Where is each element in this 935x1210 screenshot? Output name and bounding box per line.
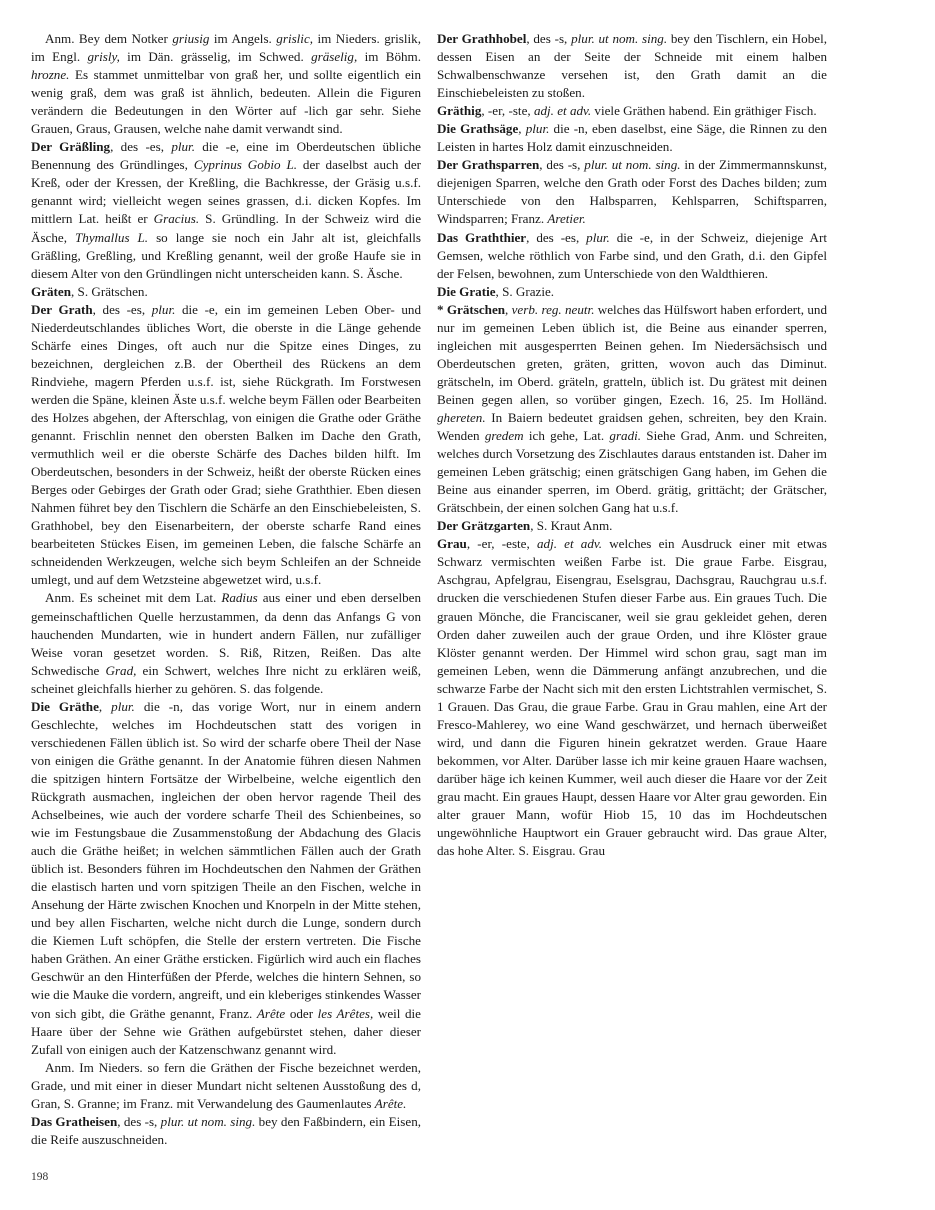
dictionary-entry xyxy=(437,229,827,283)
entry-text: im Nieders. grislik, im Engl. xyxy=(31,31,421,65)
entry-text: Es stammet unmittelbar von graß her, und sollte eigentlich ein wenig graß, dem was graß ist ähnlich, bedeuten. Allein die Figuren verändern die Bedeutungen in den Wörter auf -lich gar sehr. Siehe Grauen, Graus, Grausen, welche nahe damit verwandt sind. xyxy=(31,67,421,137)
entry-headword: Gräthig xyxy=(437,103,482,119)
entry-headword: Der Grätzgarten xyxy=(437,518,531,534)
entry-text: viele Gräthen habend. Ein gräthiger Fisch. xyxy=(591,103,817,119)
dictionary-entry xyxy=(31,301,421,590)
dictionary-entry xyxy=(437,283,827,301)
entry-text: , des -s, xyxy=(117,1113,161,1129)
entry-text: , xyxy=(98,698,112,714)
italic-term: plur. xyxy=(525,121,550,137)
entry-text: , des -es, xyxy=(110,139,172,155)
entry-text: weil die Haare über der Sehne wie Gräthen aufgebürstet stehen, daher dieser Zufall von einigen auch der Katzenschwanz genannt wird. xyxy=(31,1005,421,1057)
dictionary-entry xyxy=(31,138,421,282)
entry-text: aus einer und eben derselben gemeinschaftlichen Quelle herzustammen, da denn das Anfangs G von hauchenden Mundarten, wie in hundert andern Fällen, nur zufälliger Weise voran gesetzet worden. S. Riß, Ritzen, Reißen. Das alte Schwedische xyxy=(31,590,421,678)
italic-term: plur. xyxy=(586,229,610,245)
entry-headword: Das Graththier xyxy=(437,229,527,245)
entry-text: in der Zimmermannskunst, diejenigen Sparren, welche den Grath oder Forst des Daches bilden; zum Unterschiede von den Halbsparren, Kehlsparren, Schiftsparren, Windsparren; Franz. xyxy=(437,157,827,227)
entry-text: Anm. Es scheinet mit dem Lat. xyxy=(45,590,222,606)
entry-headword: Die Gräthe xyxy=(31,698,99,714)
entry-text: S. Gründling. In der Schweiz wird die Äsche, xyxy=(31,211,422,245)
entry-text: , S. Grazie. xyxy=(495,283,555,299)
entry-text: die -e, ein im gemeinen Leben Ober- und Niederdeutschlandes übliches Wort, die oberste in die Länge gehende Schärfe eines Dinges, oft auch nur die Spitze eines Dinges, zu bezeichnen, dergleichen z.B. der Obertheil des Rückens an dem Rindviehe, magern Pferden u.s.f. ist, siehe Rückgrath. Im Forstwesen werden die Späne, kleinen Äste u.s.f. welche beym Fällen oder Bearbeiten des Holzes abgehen, der Afterschlag, von einigen die Grathe oder Gräthe genannt. Frischlin nennet den obersten Balken im Dache den Grath, vermuthlich weil er die oberste Schärfe des Daches bilden hilft. Im Oberdeutschen, besonders in der Schweiz, heißt der oberste Rücken eines Berges oder Gebirges der Grath oder Grad; siehe Graththier. Eben diesen Nahmen führet bey den Tischlern die Schärfe an den Einschiebeleisten, S. Grathhobel, bey den Eisenarbeitern, der oberste scharfe Rand eines bearbeiteten Stückes Eisen, im gemeinen Leben, die falsche Schärfe an schneidenden Werkzeugen, welche sich beym Schleifen an der Schneide umlegt, und auf dem Wetzsteine abgewetzet wird, u.s.f. xyxy=(31,301,421,588)
dictionary-entry xyxy=(437,30,827,102)
dictionary-entry xyxy=(437,120,827,156)
dictionary-entry xyxy=(437,301,827,518)
dictionary-page-body xyxy=(31,30,827,1180)
italic-term: Arête xyxy=(256,1005,286,1021)
entry-text: , des -s, xyxy=(539,157,585,173)
italic-term: Grad, xyxy=(105,662,137,678)
entry-text: die -n, eben daselbst, eine Säge, die Rinnen zu den Leisten in hartes Holz damit einzuschneiden. xyxy=(437,121,827,155)
entry-text: bey den Tischlern, ein Hobel, dessen Eisen an der Seite der Schneide mit einem halben Schwalbenschwanze versehen ist, den Grath damit an die Einschiebeleisten zu stoßen. xyxy=(437,31,828,101)
annotation-paragraph xyxy=(31,30,421,138)
italic-term: plur. ut nom. sing. xyxy=(160,1113,256,1129)
italic-term: adj. et adv. xyxy=(536,536,603,552)
italic-term: plur. xyxy=(111,698,135,714)
italic-term: plur. ut nom. sing. xyxy=(584,157,681,173)
entry-headword: Der Gräßling xyxy=(31,139,111,155)
annotation-paragraph xyxy=(31,1059,421,1113)
entry-headword: Die Gratie xyxy=(437,283,496,299)
italic-term: ghereten. xyxy=(437,409,486,425)
entry-text: bey den Faßbindern, ein Eisen, die Reife auszuschneiden. xyxy=(31,1113,422,1147)
entry-text: , des -s, xyxy=(526,31,572,46)
italic-term: hrozne. xyxy=(31,67,70,83)
italic-term: plur. ut nom. sing. xyxy=(571,31,668,46)
italic-term: Aretier. xyxy=(547,211,586,227)
entry-text: welches ein Ausdruck einer mit etwas Schwarz vermischten weißen Farbe ist. Die graue Farbe. Eisgrau, Aschgrau, Apfelgrau, Eisengrau, Eselsgrau, Dachsgrau, Rauchgrau u.s.f. drucken die verschiedenen Stufen dieser Farbe aus. Ein graues Tuch. Die grauen Mönche, die Franciscaner, weil sie grau gekleidet gehen, deren Orden daher zuweilen auch der graue Orden, und ihre Klöster graue Klöster genannt werden. Der Himmel wird schon grau, sagt man im gemeinen Leben, wenn die Dämmerung anfängt anzubrechen, und die schwarze Farbe der Nacht sich mit den ersten Lichtstrahlen vermischet, S. 1 Grauen. Das Grau, die graue Farbe. Grau in Grau mahlen, eine Art der Fresco-Mahlerey, wo eine Wand geschwärzet, und hernach überweißet wird, und dann die Figuren hinein gekratzet werden. Graue Haare bekommen, vor Alter. Darüber lasse ich mir keine grauen Haare wachsen, darüber häge ich keinen Kummer, weil auch dieser die Haare vor der Zeit grau macht. Ein graues Haupt, dessen Haare vor Alter grau geworden. Ein alter grauer Mann, wofür Hiob 15, 10 das im Hochdeutschen ungewöhnliche Hauptwort ein Grauer gebraucht wird. Das graue Alter, das hohe Alter. S. Eisgrau. Grau xyxy=(437,536,827,859)
entry-text: so lange sie noch ein Jahr alt ist, gleichfalls Gräßling, Greßling, und Kreßling genannt, weil der große Haufe sie in diesem Alter von den Gründlingen nicht unterscheiden kann. S. Äsche. xyxy=(31,229,421,281)
dictionary-entry xyxy=(31,1113,421,1149)
entry-text: , S. Grätschen. xyxy=(71,283,148,299)
entry-text: die -n, das vorige Wort, nur in einem andern Geschlechte, welches im Hochdeutschen statt des vorigen in verschiedenen Fällen üblich ist. So wird der scharfe obere Theil der Nase von einigen die Gräthe genannt. In der Anatomie führen diesen Nahmen die spitzigen hintern Fortsätze der Wirbelbeine, welche eigentlich den Rückgrath ausmachen, ingleichen der oben hervor ragende Theil des Achselbeines, wie auch der vordere scharfe Theil des Schienbeines, so wie im Festungsbaue die Zusammenstoßung der Abdachung des Glacis auch die Gräthe heißet; in welchen sämmtlichen Fällen auch der Grath üblich ist. Besonders führen im Hochdeutschen den Nahmen der Gräthen die elastisch harten und vorn spitzigen Theile an den Fischen, welche in Ansehung der Härte zwischen Knochen und Knorpeln in der Mitte stehen, und bey allen Fischarten, welche nicht durch die Lunge, sondern durch die Kiemen Luft schöpfen, die Stelle der erstern vertreten. Die Fische haben Gräthen. An einer Gräthe ersticken. Figürlich wird auch ein flaches Geschwür an den Hinterfüßen der Pferde, welches die hintern Sehnen, so wie die Mauke die vordern, angreift, und ein kleberiges stinkendes Wasser von sich gibt, die Gräthe genannt, Franz. xyxy=(31,698,421,1021)
italic-term: Gracius. xyxy=(153,211,200,227)
entry-headword: Der Grathhobel xyxy=(437,31,527,46)
entry-headword: Die Grathsäge xyxy=(437,121,519,137)
entry-text: , xyxy=(505,301,512,317)
italic-term: les Arêtes, xyxy=(317,1005,374,1021)
entry-text: Anm. Im Nieders. so fern die Gräthen der Fische bezeichnet werden, Grade, und mit einer in dieser Mundart nicht seltenen Ausstoßung des d, Gran, S. Granne; im Franz. mit Verwandelung des Gaumenlautes xyxy=(31,1059,421,1111)
dictionary-entry xyxy=(31,698,421,1059)
entry-headword: Grau xyxy=(437,536,467,552)
italic-term: grisly, xyxy=(87,49,120,65)
page-number: 198 xyxy=(31,1171,49,1183)
italic-term: plur. xyxy=(151,301,176,317)
dictionary-entry xyxy=(437,517,827,535)
italic-term: plur. xyxy=(171,139,195,155)
entry-text: , xyxy=(518,121,526,137)
entry-text: oder xyxy=(285,1005,318,1021)
italic-term: Thymallus L. xyxy=(74,229,149,245)
entry-text: die -e, in der Schweiz, diejenige Art Gemsen, welche röthlich von Farbe sind, und den Grath, d.i. den Gipfel der Felsen, bewohnen, zum Unterschiede von den Waldthieren. xyxy=(437,229,827,281)
annotation-paragraph xyxy=(31,589,421,697)
dictionary-entry xyxy=(31,283,421,301)
entry-headword: Der Grath xyxy=(31,301,93,317)
entry-text: im Dän. grässelig, im Schwed. xyxy=(119,49,312,65)
italic-term: grislic, xyxy=(276,31,314,46)
entry-text: Siehe Grad, Anm. und Schreiten, welches durch Vorsetzung des Zischlautes daraus entstanden ist. Daher im gemeinen Leben grätschig; einen grätschigen Gang haben, im Gehen die Beine aus einander sperren, im Oberd. grätig, grittächt; der Grätscher, Grätschbein, der einen solchen Gang hat u.s.f. xyxy=(437,428,827,516)
entry-headword: Das Gratheisen xyxy=(31,1113,118,1129)
italic-term: Arête. xyxy=(374,1095,407,1111)
entry-text: welches das Hülfswort haben erfordert, und nur im gemeinen Leben üblich ist, die Beine aus einander sperren, ingleichen mit ausgesperrten Beinen gehen. Im Niedersächsisch und Oberdeutschen greten, gräten, gritten, wovon auch das Diminut. grätscheln, im Oberd. gräteln, gratteln, üblich ist. Du grätest mit deinen Beinen gegen allen, so vorüber gingen, Ezech. 16, 25. Im Holländ. xyxy=(437,301,827,407)
entry-text: Anm. Bey dem Notker xyxy=(45,31,173,46)
entry-text: , -er, -este, xyxy=(466,536,537,552)
entry-headword: Gräten xyxy=(31,283,71,299)
dictionary-entry xyxy=(437,102,827,120)
entry-text: im Angels. xyxy=(209,31,277,46)
entry-text: In Baiern bedeutet graidsen gehen, schreiten, bey den Krain. Wenden xyxy=(437,409,827,444)
italic-term: Cyprinus Gobio L. xyxy=(193,157,297,173)
italic-term: adj. et adv. xyxy=(533,103,592,119)
italic-term: Radius xyxy=(221,590,258,606)
entry-headword: Der Grathsparren xyxy=(437,157,540,173)
italic-term: gradi. xyxy=(609,428,642,444)
italic-term: griusig xyxy=(172,31,210,46)
italic-term: gräselig, xyxy=(311,49,358,65)
entry-text: , -er, -ste, xyxy=(481,103,534,119)
italic-term: verb. reg. neutr. xyxy=(511,301,595,317)
italic-term: gredem xyxy=(484,428,524,444)
entry-text: ein Schwert, welches Ihre nicht zu erklären weiß, scheinet gleichfalls hierher zu gehören. S. das folgende. xyxy=(31,662,421,696)
entry-text: , des -es, xyxy=(526,229,587,245)
entry-text: im Böhm. xyxy=(357,49,422,65)
entry-text: , S. Kraut Anm. xyxy=(530,518,613,534)
entry-text: der daselbst auch der Kreß, oder der Kressen, der Kreßling, die Bachkresse, der Gräsig u.s.f. genannt wird; vielleicht wegen seines grassen, d.i. dicken Kopfes. Im mittlern Lat. heißt er xyxy=(31,157,422,227)
dictionary-entry xyxy=(437,156,827,228)
entry-text: , des -es, xyxy=(92,301,152,317)
dictionary-entry xyxy=(437,535,827,860)
entry-text: ich gehe, Lat. xyxy=(523,428,610,444)
entry-headword: * Grätschen xyxy=(437,301,506,317)
entry-text: die -e, eine im Oberdeutschen übliche Benennung des Gründlinges, xyxy=(31,139,421,173)
